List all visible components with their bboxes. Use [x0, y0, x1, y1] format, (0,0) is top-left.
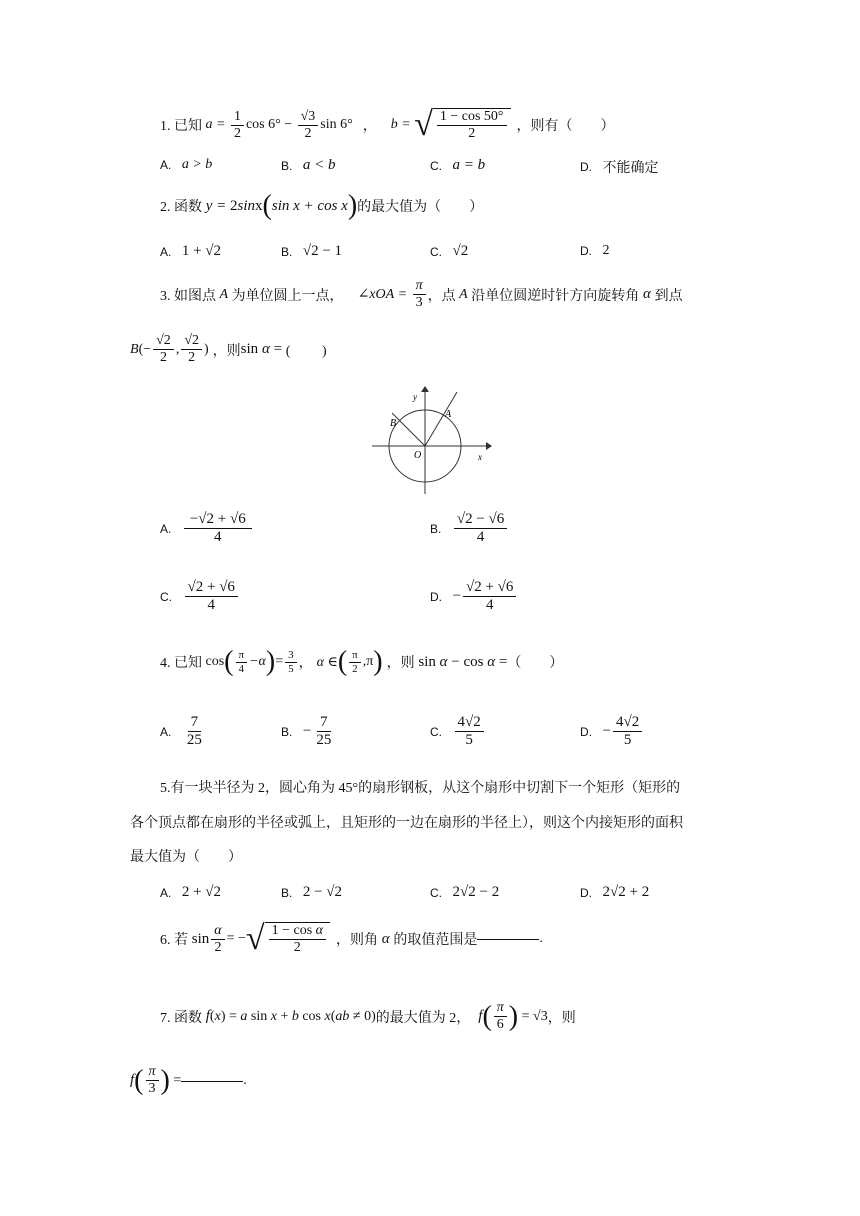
option-d: D. 2	[580, 243, 610, 258]
option-c: C. a = b	[430, 157, 486, 173]
q3-stem-line2: B (− $\frac{√2}{2}$ , $\frac{√2}{2}$ ) ，则 sin α = ( )	[130, 333, 327, 366]
option-b: B. √2 − 1	[281, 243, 343, 259]
answer-blank	[181, 1080, 243, 1082]
unit-circle-figure	[368, 384, 492, 496]
option-d: D. − $\frac{4√2}{5}$	[580, 714, 644, 750]
option-b: B. − $\frac{7}{25}$	[281, 714, 332, 749]
option-c: C. √2	[430, 243, 469, 259]
option-b: B. 2 − √2	[281, 884, 343, 900]
option-b: B. a < b	[281, 157, 336, 173]
option-a: A. 1 + √2	[160, 243, 222, 259]
q3-stem-line1: 3. 如图点 A 为单位圆上一点， ∠xOA = $\frac{\pi}{3}$ ，点 A 沿单位圆逆时针方向旋转角 α 到点	[160, 278, 683, 311]
q3-option-a: A. $\frac{-√2 + √6}{4}$	[160, 511, 254, 547]
option-d: D. 不能确定	[580, 160, 659, 176]
option-d: D. 2√2 + 2	[580, 884, 650, 900]
option-c: C. $\frac{4√2}{5}$	[430, 714, 486, 750]
q2-function: y = 2sinx	[202, 197, 263, 214]
radical: √ $\frac{\text{1 − cos α}}{2}$	[246, 922, 330, 956]
q6-stem: 6. 若 sin $\frac{\alpha}{2}$ = − √ $\frac{\text{1 − cos α}}{2}$ ，则角 α 的取值范围是 .	[160, 920, 543, 957]
point-a-label: A	[445, 409, 452, 420]
q7-stem-line2: f ( $\frac{\pi}{3}$ ) = .	[130, 1064, 247, 1097]
q1-expr-a: a =	[202, 117, 229, 133]
q5-line3: 最大值为（ ）	[130, 850, 242, 865]
q3-option-d: D. − $\frac{√2 + √6}{4}$	[430, 579, 518, 615]
y-axis-arrow	[421, 386, 429, 392]
x-label: x	[478, 452, 482, 462]
x-axis-arrow	[486, 442, 492, 450]
answer-blank	[477, 938, 539, 940]
q2-stem: 2. 函数 y = 2sinx ( sin x + cos x ) 的最大值为（ ）	[160, 190, 484, 221]
point-b-label: B	[390, 418, 397, 429]
q3-option-b: B. $\frac{√2 - √6}{4}$	[430, 511, 509, 547]
ray-oa	[425, 392, 457, 446]
option-a: A. a > b	[160, 157, 213, 172]
q5-line2: 各个顶点都在扇形的半径或弧上，且矩形的一边在扇形的半径上），则这个内接矩形的面积	[130, 816, 683, 831]
fraction: $\frac{1}{2}$	[231, 109, 244, 142]
ray-ob	[392, 413, 425, 446]
fraction: $\frac{√3}{2}$	[298, 109, 319, 142]
q5-line1: 5.有一块半径为 2，圆心角为 45°的扇形钢板，从这个扇形中切割下一个矩形（矩形的	[160, 781, 681, 796]
option-a: A. $\frac{7}{25}$	[160, 714, 202, 749]
q4-stem: 4. 已知 cos ( $\frac{\pi}{4}$ −α ) = $\frac{3}{5}$ ， α ∈ ( $\frac{\pi}{2}$ ,π ) ，则 sin α − cos α = （ ）	[160, 646, 564, 677]
q7-stem-line1: 7. 函数 f ( x ) = a sin x + b cos x ( ab ≠ 0) 的最大值为 2， f ( $\frac{\pi}{6}$ ) = √3 ，则	[160, 1000, 576, 1033]
radical: √ $\frac{1 - \cos 50^\circ}{2}$	[414, 108, 510, 142]
option-c: C. 2√2 − 2	[430, 884, 500, 900]
q3-option-c: C. $\frac{√2 + √6}{4}$	[160, 579, 240, 615]
y-label: y	[413, 392, 417, 402]
option-a: A. 2 + √2	[160, 884, 222, 900]
q1-stem: 1. 已知 a = $\frac{1}{2}$ cos 6° − $\frac{√3}{2}$ sin 6° ， b = √ $\frac{1 - \cos 50^\circ}{2}$ ，则有（ ）	[160, 106, 615, 143]
origin-label: O	[414, 450, 422, 461]
